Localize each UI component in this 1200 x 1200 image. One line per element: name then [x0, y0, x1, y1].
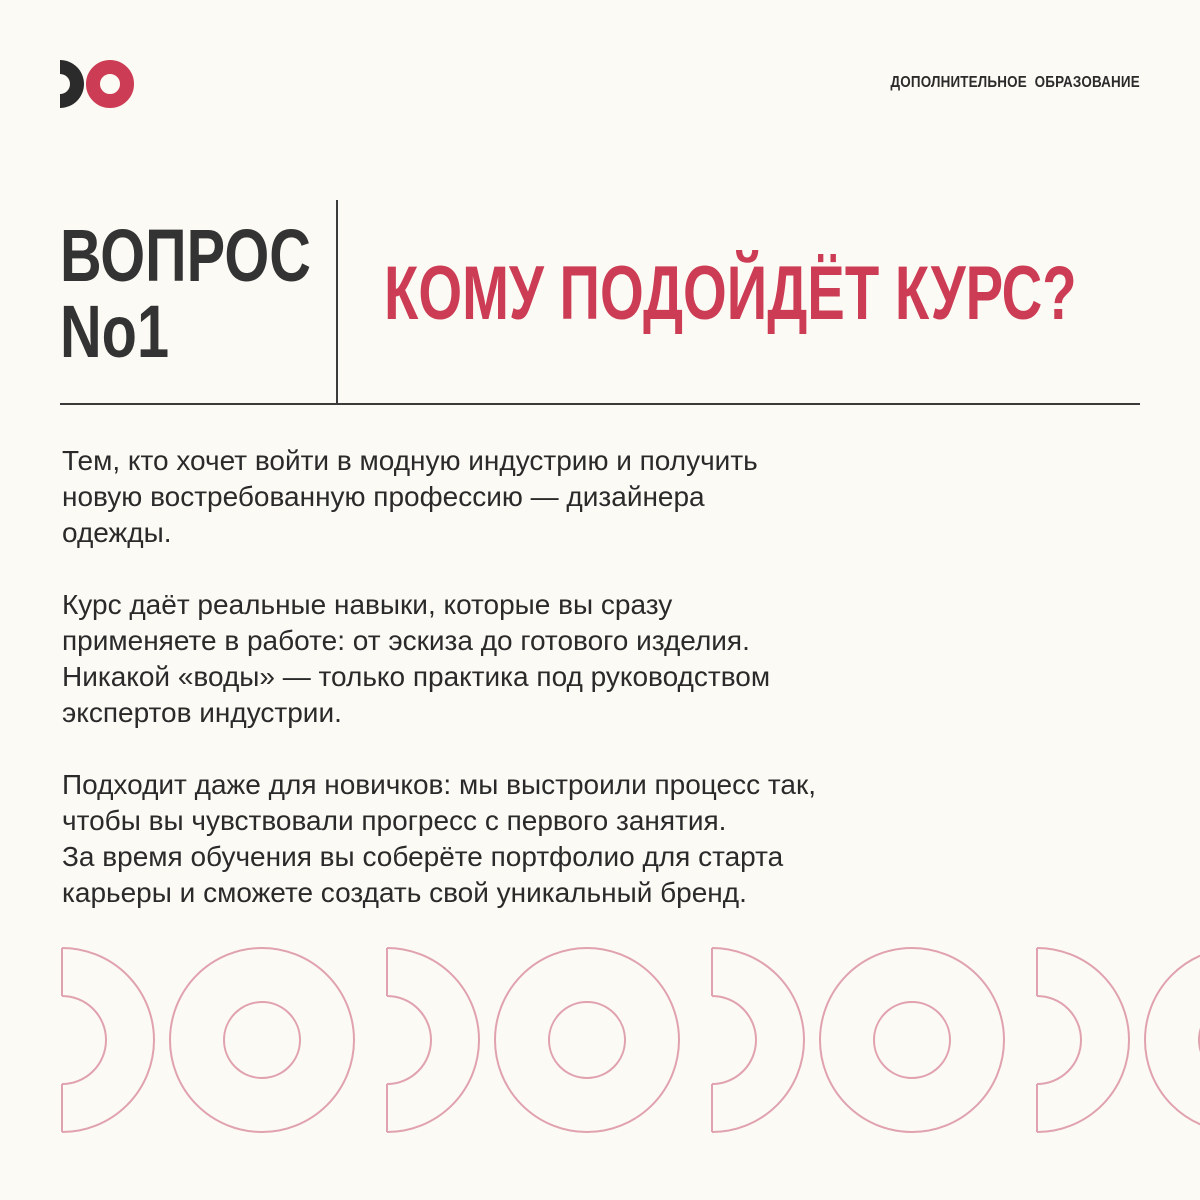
decorative-ring-pattern — [0, 940, 1200, 1140]
answer-paragraph-1 — [62, 443, 902, 551]
half-ring-shape — [387, 948, 479, 1132]
header-caption: ДОПОЛНИТЕЛЬНОЕ ОБРАЗОВАНИЕ — [890, 74, 1140, 91]
ring-shape — [820, 948, 1004, 1132]
answer-line: Подходит даже для новичков: мы выстроили процесс так, — [62, 769, 816, 800]
question-label-line1: ВОПРОС — [60, 214, 311, 297]
question-title: КОМУ ПОДОЙДЁТ КУРС? — [384, 251, 1077, 336]
question-label-line2: No1 — [60, 290, 170, 373]
vertical-divider — [336, 200, 338, 404]
answer-line: Курс даёт реальные навыки, которые вы сразу — [62, 589, 673, 620]
half-ring-shape — [712, 948, 804, 1132]
half-ring-shape — [62, 948, 154, 1132]
ring-shape — [495, 948, 679, 1132]
answer-line: За время обучения вы соберёте портфолио для старта — [62, 841, 784, 872]
answer-paragraph-2 — [62, 587, 902, 731]
answer-line: применяете в работе: от эскиза до готового изделия. — [62, 625, 750, 656]
answer-line: чтобы вы чувствовали прогресс с первого занятия. — [62, 805, 727, 836]
question-number-label — [60, 214, 311, 373]
ring-shape — [1145, 948, 1200, 1132]
half-ring-shape — [1037, 948, 1129, 1132]
answer-line: Никакой «воды» — только практика под руководством — [62, 661, 771, 692]
answer-line: карьеры и сможете создать свой уникальный бренд. — [62, 877, 747, 908]
horizontal-divider — [60, 403, 1140, 405]
answer-line: Тем, кто хочет войти в модную индустрию и получить — [62, 445, 758, 476]
answer-text — [62, 443, 902, 947]
answer-line: одежды. — [62, 517, 172, 548]
ring-shape — [170, 948, 354, 1132]
answer-line: экспертов индустрии. — [62, 697, 342, 728]
answer-line: новую востребованную профессию — дизайнера — [62, 481, 705, 512]
brand-logo-icon — [58, 60, 134, 108]
answer-paragraph-3 — [62, 767, 902, 911]
